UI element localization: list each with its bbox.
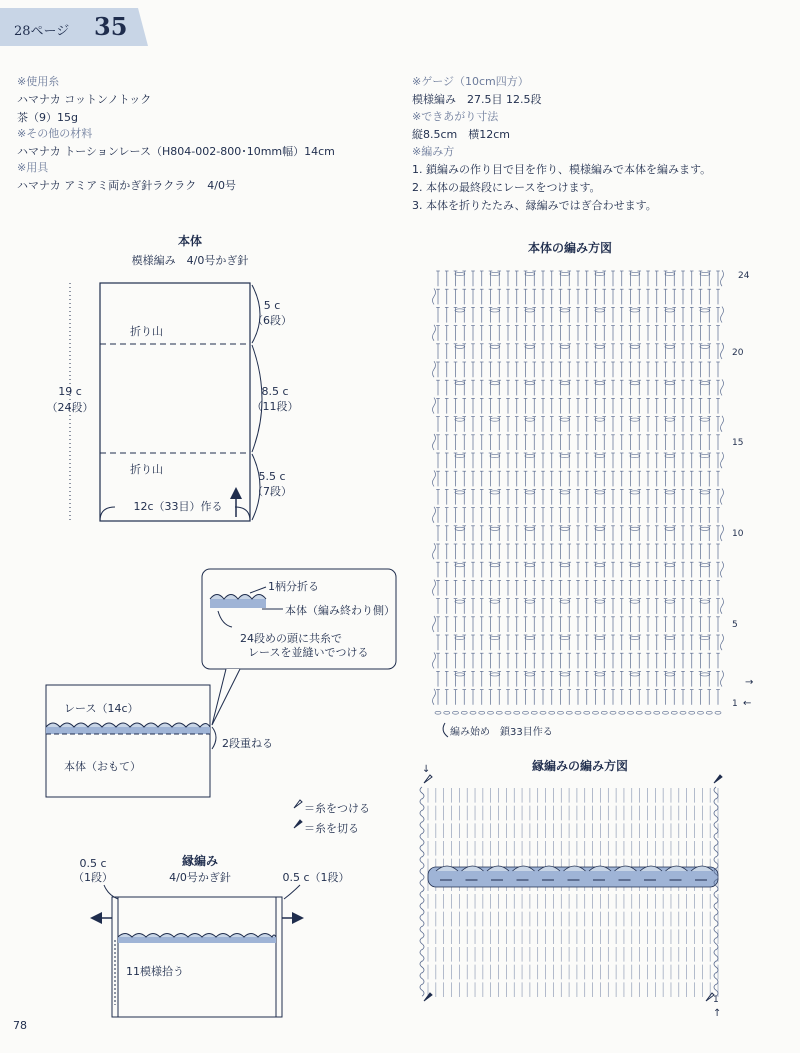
pickup-label: 11模様拾う — [126, 965, 184, 978]
top-rows: （6段） — [252, 314, 292, 327]
chart1-start-note: 編み始め 鎖33目作る — [450, 727, 553, 738]
method-heading: ※編み方 — [412, 145, 455, 158]
pattern-number: 35 — [94, 12, 128, 41]
tools-heading: ※用具 — [17, 161, 49, 174]
gauge-value: 模様編み 27.5目 12.5段 — [412, 93, 542, 106]
chart1-title: 本体の編み方図 — [527, 241, 613, 255]
row-label-24: 24 — [738, 271, 750, 281]
chart2-title: 縁編みの編み方図 — [531, 759, 629, 773]
overlap-label: 2段重ねる — [222, 737, 273, 750]
body-rect — [100, 283, 250, 521]
edging-right-width: 0.5 c（1段） — [282, 871, 350, 884]
left-diagrams — [0, 225, 400, 1035]
total-height: 19 c — [58, 385, 82, 398]
bottom-rows: （7段） — [252, 485, 292, 498]
chart2-top-mark: ↓ — [422, 764, 431, 775]
row-label-20: 20 — [732, 348, 744, 358]
yarn-color: 茶（9）15g — [17, 111, 78, 124]
body-subtitle: 模様編み 4/0号かぎ針 — [131, 254, 249, 267]
row-arrow-right: → — [745, 677, 754, 688]
sew-note-1: 24段めの頭に共糸で — [240, 632, 342, 645]
right-charts — [400, 235, 800, 1035]
sew-note-2: レースを並縫いでつける — [248, 646, 369, 659]
hook-size: ハマナカ アミアミ両かぎ針ラクラク 4/0号 — [17, 179, 236, 192]
body-end-label: 本体（編み終わり側） — [285, 604, 395, 617]
fold-label-top: 折り山 — [130, 325, 163, 338]
other-materials-heading: ※その他の材料 — [17, 127, 93, 140]
total-rows: （24段） — [46, 401, 94, 414]
front-label: 本体（おもて） — [64, 760, 141, 773]
edging-title: 縁編み — [181, 854, 219, 868]
edging-left-rows: （1段） — [73, 871, 113, 884]
legend-attach: ＝糸をつける — [304, 802, 370, 815]
row-label-5: 5 — [732, 620, 738, 630]
middle-rows: （11段） — [251, 400, 299, 413]
edging-left-width: 0.5 c — [79, 857, 107, 870]
edging-stitch-chart — [420, 775, 722, 1001]
body-stitch-chart — [433, 270, 724, 714]
row-label-10: 10 — [732, 529, 744, 539]
yarn-heading: ※使用糸 — [17, 75, 60, 88]
page-number: 78 — [13, 1019, 27, 1032]
page-reference: 28ページ — [14, 24, 70, 39]
size-heading: ※できあがり寸法 — [412, 110, 499, 123]
row-label-15: 15 — [732, 438, 744, 448]
chart2-one: 1 — [713, 995, 719, 1005]
width-label: 12c（33目）作る — [133, 500, 223, 513]
method-step: 3. 本体を折りたたみ、縁編みではぎ合わせます。 — [412, 199, 657, 212]
edging-subtitle: 4/0号かぎ針 — [169, 871, 231, 884]
yarn-name: ハマナカ コットンノトック — [17, 93, 152, 106]
fold-label-bottom: 折り山 — [130, 463, 163, 476]
lace-label: レース（14c） — [64, 702, 139, 715]
edging-rect — [112, 897, 282, 1017]
gauge-heading: ※ゲージ（10cm四方） — [412, 75, 529, 88]
bottom-section: 5.5 c — [258, 470, 286, 483]
method-step: 1. 鎖編みの作り目で目を作り、模様編みで本体を編みます。 — [412, 163, 712, 176]
lace-swatch — [210, 599, 266, 608]
fold-note: 1柄分折る — [268, 580, 319, 593]
finished-size: 縦8.5cm 横12cm — [412, 128, 511, 141]
middle-section: 8.5 c — [261, 385, 289, 398]
body-title: 本体 — [177, 234, 203, 248]
chart2-bottom-mark: ↑ — [713, 1008, 722, 1019]
row-arrow-left: ← — [743, 698, 752, 709]
top-section: 5 c — [263, 299, 281, 312]
legend-cut: ＝糸を切る — [304, 822, 359, 835]
lace-material: ハマナカ トーションレース（H804-002-800･10mm幅）14cm — [17, 145, 335, 158]
method-step: 2. 本体の最終段にレースをつけます。 — [412, 181, 601, 194]
row-label-1: 1 — [732, 699, 738, 709]
